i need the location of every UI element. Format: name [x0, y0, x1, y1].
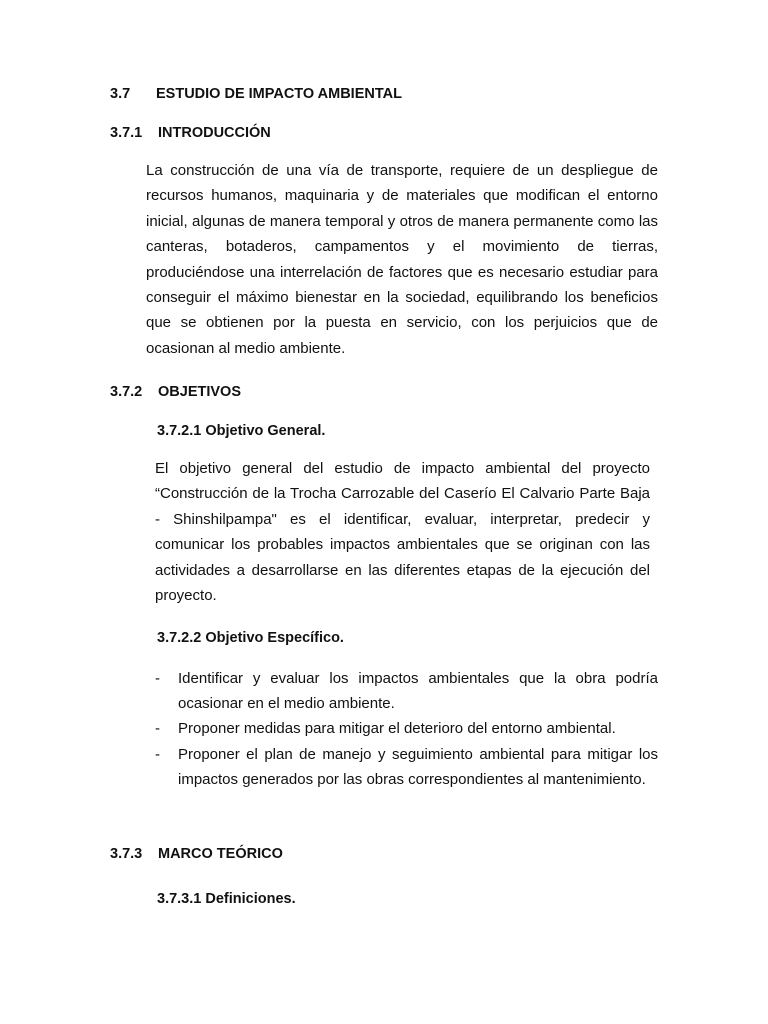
intro-paragraph: La construcción de una vía de transporte, requiere de un despliegue de recursos humanos, maquinaria y de materiales que modifican el entorno inicial, algunas de manera temporal y otros de manera permanente como las canteras, botaderos, campamentos y el movimiento de tierras, produciéndose una interrelación de factores que es necesario estudiar para conseguir el máximo bienestar en la sociedad, equilibrando los beneficios que se obtienen por la puesta en servicio, con los perjuicios que de ocasionan al medio ambiente.	[146, 162, 658, 357]
section-title: MARCO TEÓRICO	[158, 846, 283, 862]
list-item-text: Proponer medidas para mitigar el deterioro del entorno ambiental.	[178, 720, 616, 738]
section-title: OBJETIVOS	[158, 384, 241, 400]
section-heading-3-7	[110, 86, 402, 102]
section-title: INTRODUCCIÓN	[158, 125, 271, 141]
list-marker: -	[155, 670, 160, 687]
list-marker: -	[155, 720, 160, 738]
section-number: 3.7.3	[110, 846, 143, 862]
list-item	[155, 742, 658, 792]
section-number: 3.7.1	[110, 125, 143, 141]
section-heading-3-7-1	[110, 125, 271, 141]
objetivo-general-heading: 3.7.2.1 Objetivo General.	[157, 423, 326, 439]
section-number: 3.7	[110, 86, 131, 102]
section-heading-3-7-3	[110, 846, 283, 862]
list-marker: -	[155, 745, 160, 763]
objetivo-especifico-heading: 3.7.2.2 Objetivo Específico.	[157, 630, 344, 646]
section-heading-3-7-2	[110, 384, 241, 400]
list-item-text: Proponer el plan de manejo y seguimiento ambiental para mitigar los impactos generados por las obras correspondientes al mantenimiento.	[178, 745, 658, 788]
list-item	[155, 666, 658, 716]
objetivo-general-paragraph: El objetivo general del estudio de impacto ambiental del proyecto “Construcción de la Trocha Carrozable del Caserío El Calvario Parte Baja - Shinshilpampa" es el identificar, evaluar, interpretar, predecir y comunicar los probables impactos ambientales que se originan con las actividades a desarrollarse en las diferentes etapas de la ejecución del proyecto.	[155, 460, 650, 605]
list-item	[155, 716, 658, 741]
objetivo-especifico-list	[155, 666, 658, 792]
section-number: 3.7.2	[110, 384, 143, 400]
section-title: ESTUDIO DE IMPACTO AMBIENTAL	[156, 86, 402, 102]
definiciones-heading: 3.7.3.1 Definiciones.	[157, 891, 296, 907]
list-item-text: Identificar y evaluar los impactos ambientales que la obra podría ocasionar en el medio ambiente.	[178, 670, 658, 713]
